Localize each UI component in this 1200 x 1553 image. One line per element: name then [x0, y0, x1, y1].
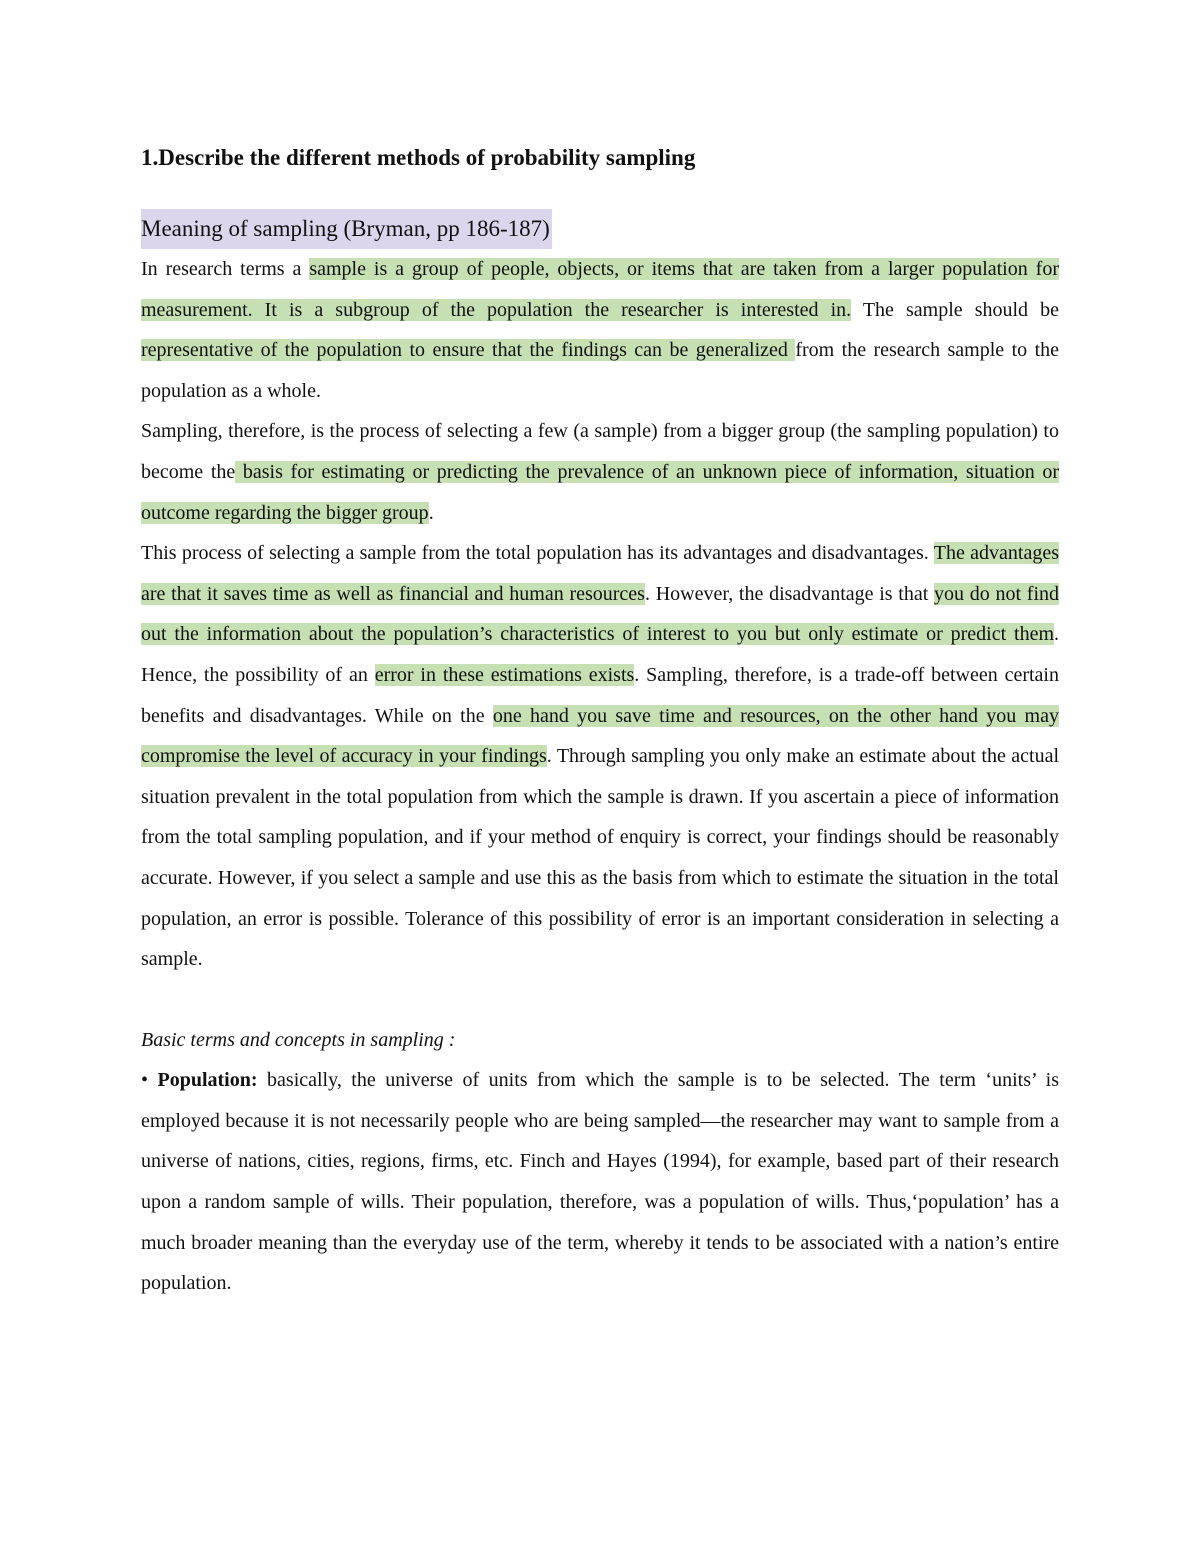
definition-population: basically, the universe of units from which the sample is to be selected. The term ‘units’ is employed because it is not necessarily people who are being sampled—the researcher may want to sample from a universe of nations, cities, regions, firms, etc. Finch and Hayes (1994), for example, based part of their research upon a random sample of wills. Their population, therefore, was a population of wills. Thus,‘population’ has a much broader meaning than the everyday use of the term, whereby it tends to be associated with a nation’s entire population. — [141, 1069, 1059, 1295]
document-body — [141, 138, 1059, 1304]
paragraph-advantages — [141, 533, 1059, 980]
body-text: The sample should be — [851, 298, 1059, 321]
bullet-population — [141, 1060, 1059, 1304]
body-text: . However, the disadvantage is that — [644, 582, 935, 605]
body-text: . — [428, 501, 434, 524]
highlighted-text: you do not find out the information about the population’s characteristics of interest to you but only estimate or predict them — [141, 582, 1059, 646]
highlighted-text: representative of the population to ensure that the findings can be generalized — [141, 339, 796, 362]
body-text: . Sampling, therefore, is a trade-off between certain benefits and disadvantages. While on the — [141, 663, 1059, 727]
body-text: . Hence, the possibility of an — [141, 623, 1059, 686]
section-title: Meaning of sampling (Bryman, pp 186-187) — [141, 209, 552, 249]
body-text: Sampling, therefore, is the process of selecting a few (a sample) from a bigger group (the sampling population) to become the — [141, 420, 1059, 483]
highlighted-text: sample is a group of people, objects, or items that are taken from a larger population for measurement. It is a subgroup of the population the researcher is interested in. — [141, 258, 1059, 321]
subheading-basic-terms: Basic terms and concepts in sampling : — [141, 1028, 456, 1051]
body-text: This process of selecting a sample from the total population has its advantages and disadvantages. — [141, 542, 934, 565]
question-title: 1.Describe the different methods of probability sampling — [141, 145, 696, 170]
highlighted-text: basis for estimating or predicting the prevalence of an unknown piece of information, situation or outcome regarding the bigger group — [141, 460, 1060, 524]
term-population: Population: — [157, 1069, 258, 1092]
body-text: In research terms a — [141, 258, 310, 280]
body-text: . Through sampling you only make an estimate about the actual situation prevalent in the total population from which the sample is drawn. If you ascertain a piece of information from the total sampling population, and if your method of enquiry is correct, your findings should be reasonably accurate. However, if you select a sample and use this as the basis from which to estimate the situation in the total population, an error is possible. Tolerance of this possibility of error is an important consideration in selecting a sample. — [141, 745, 1060, 971]
paragraph-meaning — [141, 249, 1059, 411]
bullet-marker: • — [141, 1069, 158, 1092]
highlighted-text: error in these estimations exists — [374, 663, 635, 686]
body-text: from the research sample to the population as a whole. — [141, 339, 1059, 402]
highlighted-text: The advantages are that it saves time as well as financial and human resources — [141, 542, 1059, 605]
highlighted-text: one hand you save time and resources, on the other hand you may compromise the level of accuracy in your findings — [141, 704, 1059, 768]
paragraph-sampling-process — [141, 411, 1059, 533]
